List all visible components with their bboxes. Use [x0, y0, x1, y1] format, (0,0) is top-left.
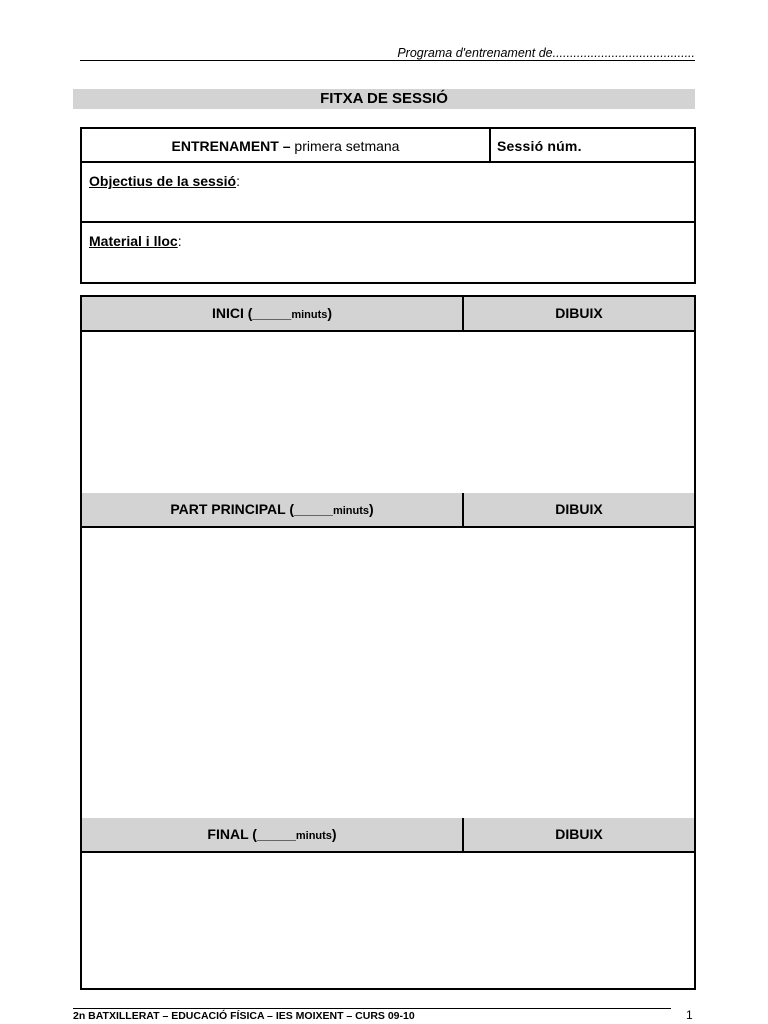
objectives-row	[82, 163, 694, 223]
section-name: PART PRINCIPAL (	[170, 501, 294, 517]
section-close: )	[369, 501, 374, 517]
section-unit: minuts	[295, 830, 332, 842]
entrenament-label: ENTRENAMENT –	[171, 138, 291, 154]
session-info-row	[82, 129, 694, 163]
entrenament-value: primera setmana	[294, 138, 400, 154]
objectives-field	[89, 173, 240, 189]
section-name: FINAL (	[207, 826, 257, 842]
section-drawing-inici: DIBUIX	[555, 305, 603, 321]
objectives-colon: :	[236, 173, 240, 189]
section-name: INICI (	[211, 305, 253, 321]
material-field	[89, 233, 182, 249]
section-title-final	[82, 818, 464, 851]
program-header-text: Programa d'entrenament de.........................................	[397, 46, 695, 60]
section-header-inici	[82, 297, 694, 332]
section-unit: minuts	[291, 309, 328, 321]
section-drawing-part-principal: DIBUIX	[555, 501, 603, 517]
section-header-final	[82, 818, 694, 853]
section-unit: minuts	[332, 505, 369, 517]
program-header	[80, 46, 695, 61]
section-blank: _____	[252, 305, 292, 321]
session-info-table	[80, 127, 696, 284]
section-drawing-final: DIBUIX	[555, 826, 603, 842]
footer-text: 2n BATXILLERAT – EDUCACIÓ FÍSICA – IES MOIXENT – CURS 09-10	[73, 1010, 415, 1022]
entrenament-cell	[82, 129, 491, 161]
section-title-part-principal	[82, 493, 464, 526]
material-label: Material i lloc	[89, 233, 178, 249]
section-blank: _____	[256, 826, 296, 842]
objectives-label: Objectius de la sessió	[89, 173, 237, 189]
footer-rule	[73, 1008, 671, 1009]
section-close: )	[331, 826, 337, 842]
page-title: FITXA DE SESSIÓ	[73, 89, 695, 109]
material-row	[82, 223, 694, 282]
section-header-part-principal	[82, 493, 694, 528]
page-number: 1	[686, 1008, 693, 1022]
section-blank: _____	[294, 501, 333, 517]
section-title-inici	[82, 297, 464, 330]
material-colon: :	[177, 233, 182, 249]
session-sections-table	[80, 295, 696, 990]
section-close: )	[327, 305, 333, 321]
session-number-cell: Sessió núm.	[497, 138, 582, 154]
